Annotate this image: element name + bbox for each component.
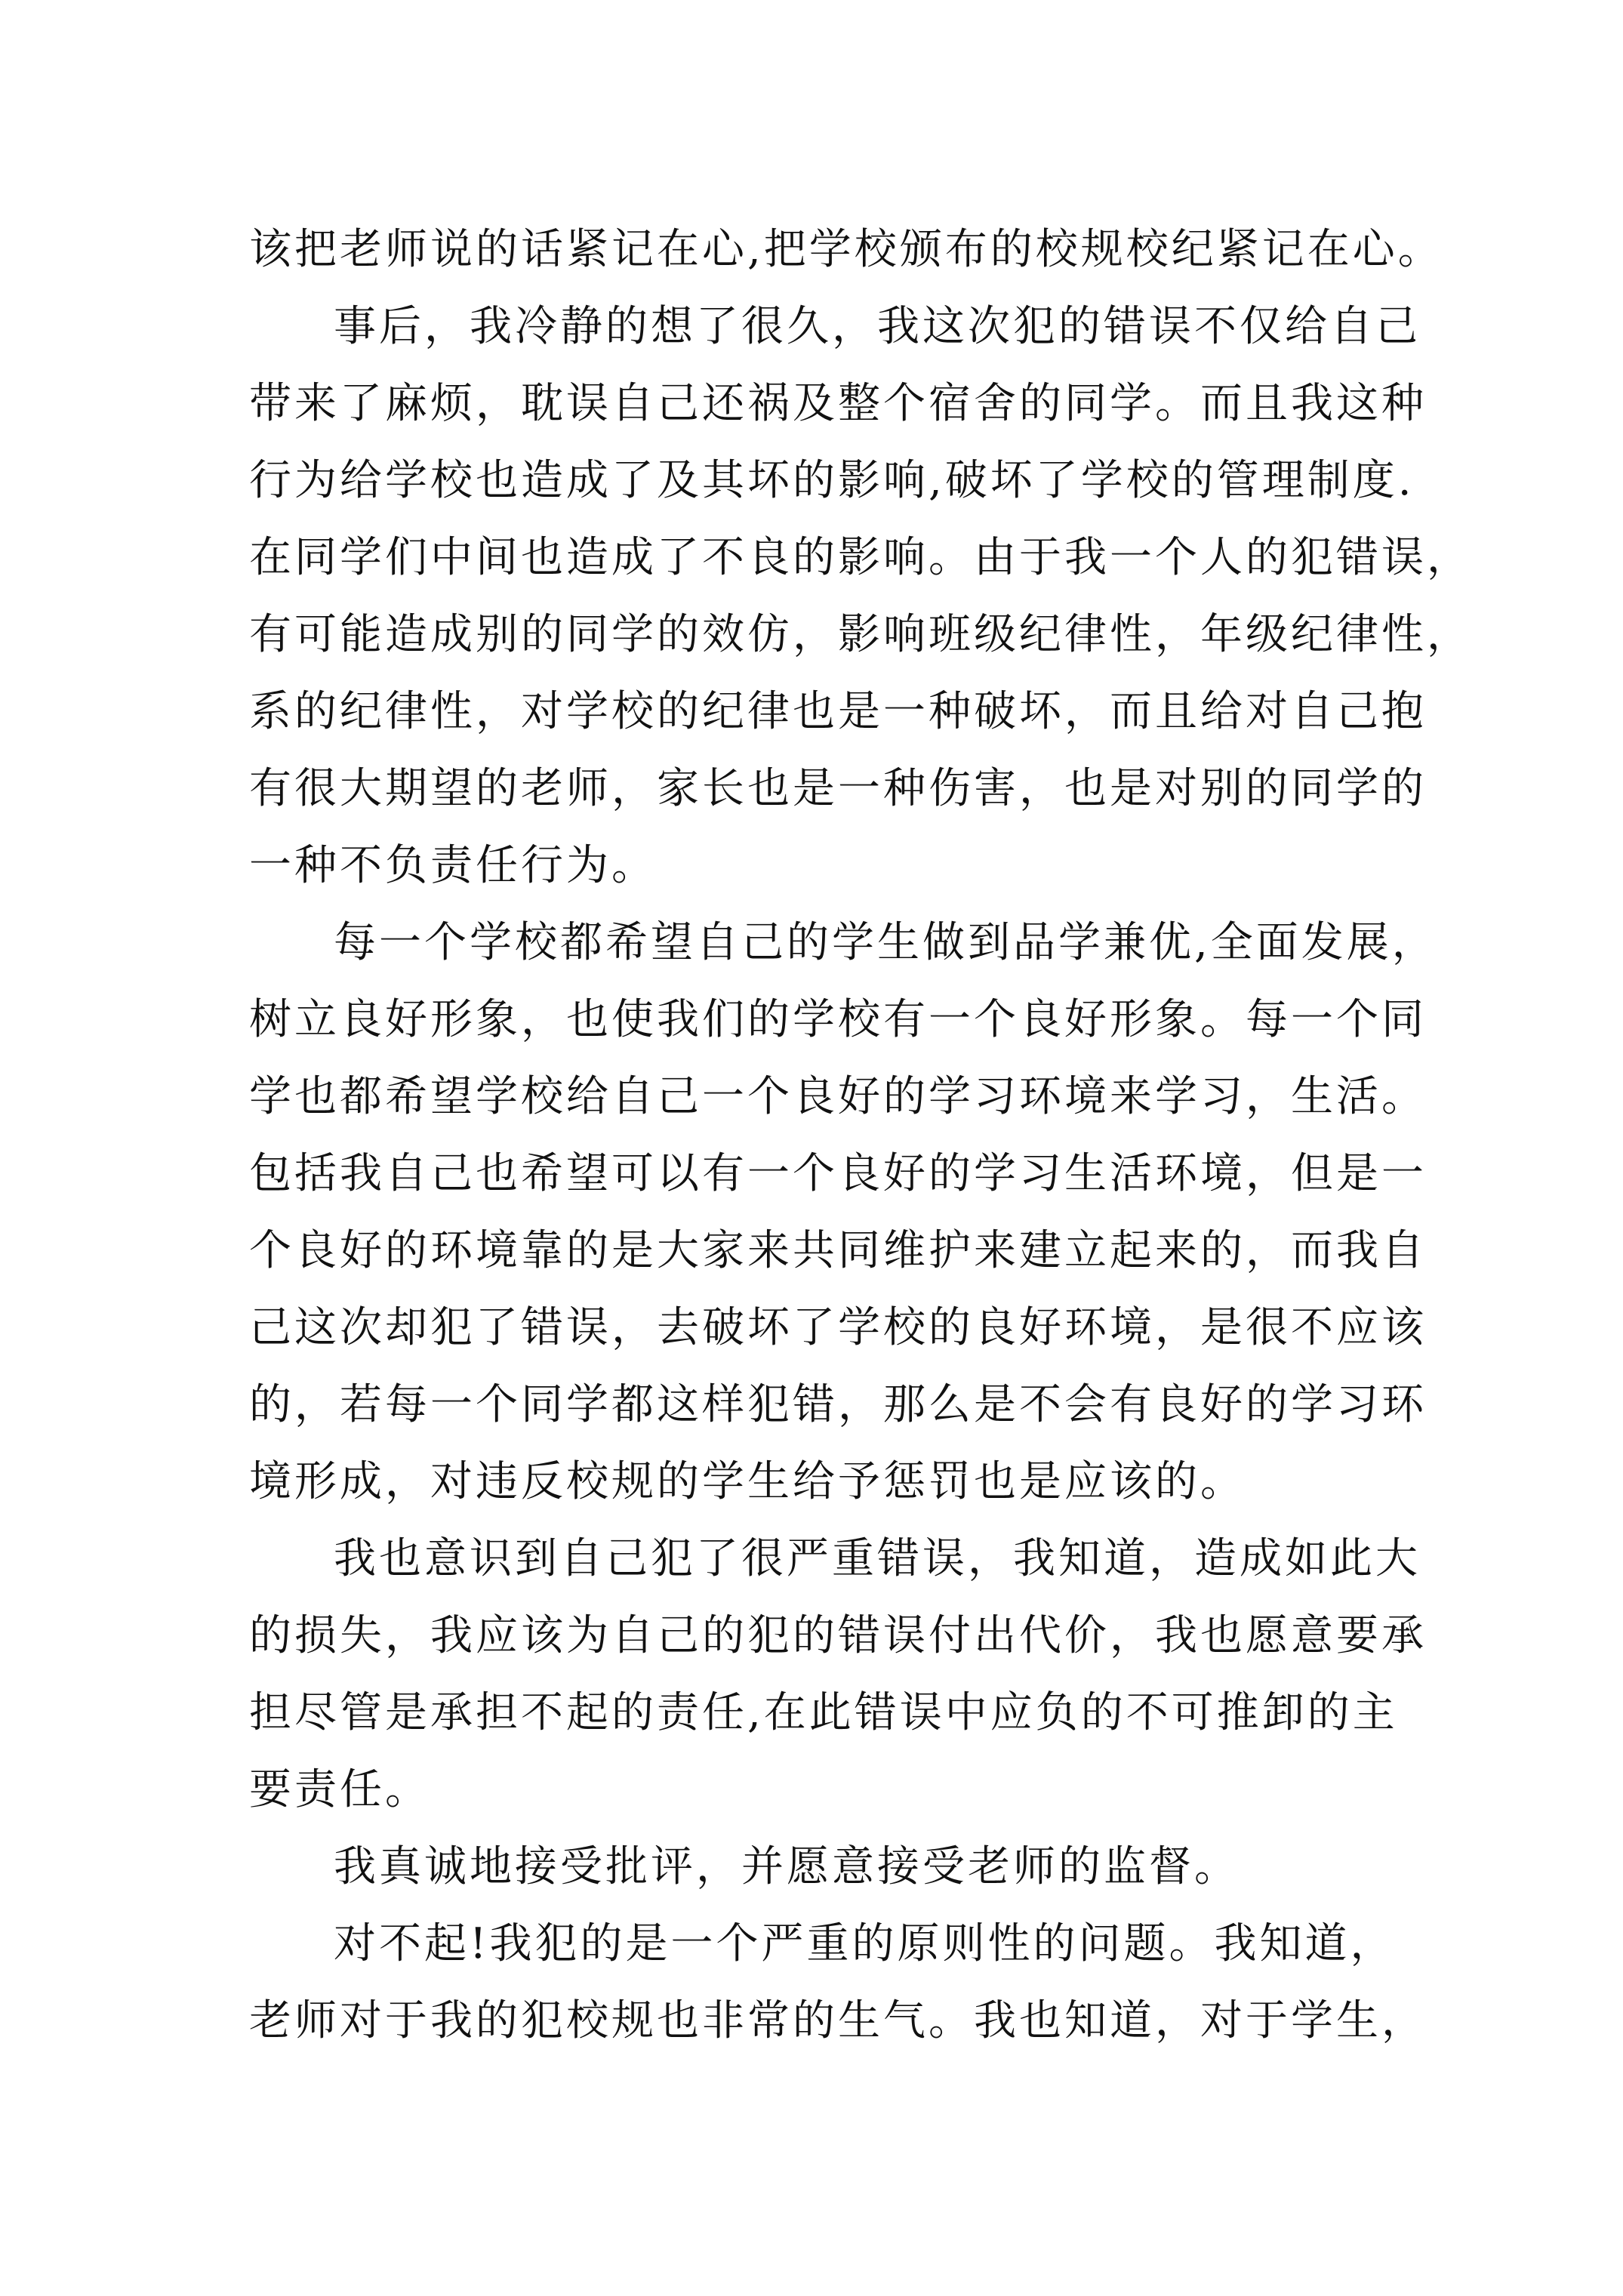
text-line: 我真诚地接受批评，并愿意接受老师的监督。 [334,1842,1240,1891]
text-line: 对不起!我犯的是一个严重的原则性的问题。我知道， [334,1919,1396,1968]
text-line: 行为给学校也造成了及其坏的影响,破坏了学校的管理制度. [249,456,1415,505]
text-line: 在同学们中间也造成了不良的影响。由于我一个人的犯错误， [249,533,1472,582]
text-line: 包括我自己也希望可以有一个良好的学习生活环境，但是一 [249,1149,1427,1198]
text-line: 担尽管是承担不起的责任,在此错误中应负的不可推卸的主 [249,1688,1398,1737]
text-line: 老师对于我的犯校规也非常的生气。我也知道，对于学生， [249,1996,1427,2045]
text-line: 系的纪律性，对学校的纪律也是一种破坏，而且给对自己抱 [249,687,1427,736]
text-line: 要责任。 [249,1765,430,1814]
text-line: 境形成，对违反校规的学生给予惩罚也是应该的。 [249,1457,1246,1506]
text-line: 的，若每一个同学都这样犯错，那么是不会有良好的学习环 [249,1380,1427,1429]
text-line: 有可能造成别的同学的效仿，影响班级纪律性，年级纪律性， [249,610,1472,659]
text-line: 学也都希望学校给自己一个良好的学习环境来学习，生活。 [249,1072,1427,1121]
text-line: 一种不负责任行为。 [249,841,657,890]
text-line: 带来了麻烦，耽误自己还祸及整个宿舍的同学。而且我这种 [249,379,1427,428]
text-line: 个良好的环境靠的是大家来共同维护来建立起来的，而我自 [249,1226,1427,1275]
text-line: 有很大期望的老师，家长也是一种伤害，也是对别的同学的 [249,764,1427,813]
text-line: 事后，我冷静的想了很久，我这次犯的错误不仅给自己 [334,302,1421,351]
text-line: 我也意识到自己犯了很严重错误，我知道，造成如此大 [334,1534,1421,1583]
text-line: 的损失，我应该为自己的犯的错误付出代价，我也愿意要承 [249,1611,1427,1660]
document-body [249,211,1472,2060]
text-line: 己这次却犯了错误，去破坏了学校的良好环境，是很不应该 [249,1303,1427,1352]
text-line: 该把老师说的话紧记在心,把学校颁布的校规校纪紧记在心。 [249,225,1443,274]
text-line: 每一个学校都希望自己的学生做到品学兼优,全面发展， [334,918,1437,967]
text-line: 树立良好形象，也使我们的学校有一个良好形象。每一个同 [249,995,1427,1044]
